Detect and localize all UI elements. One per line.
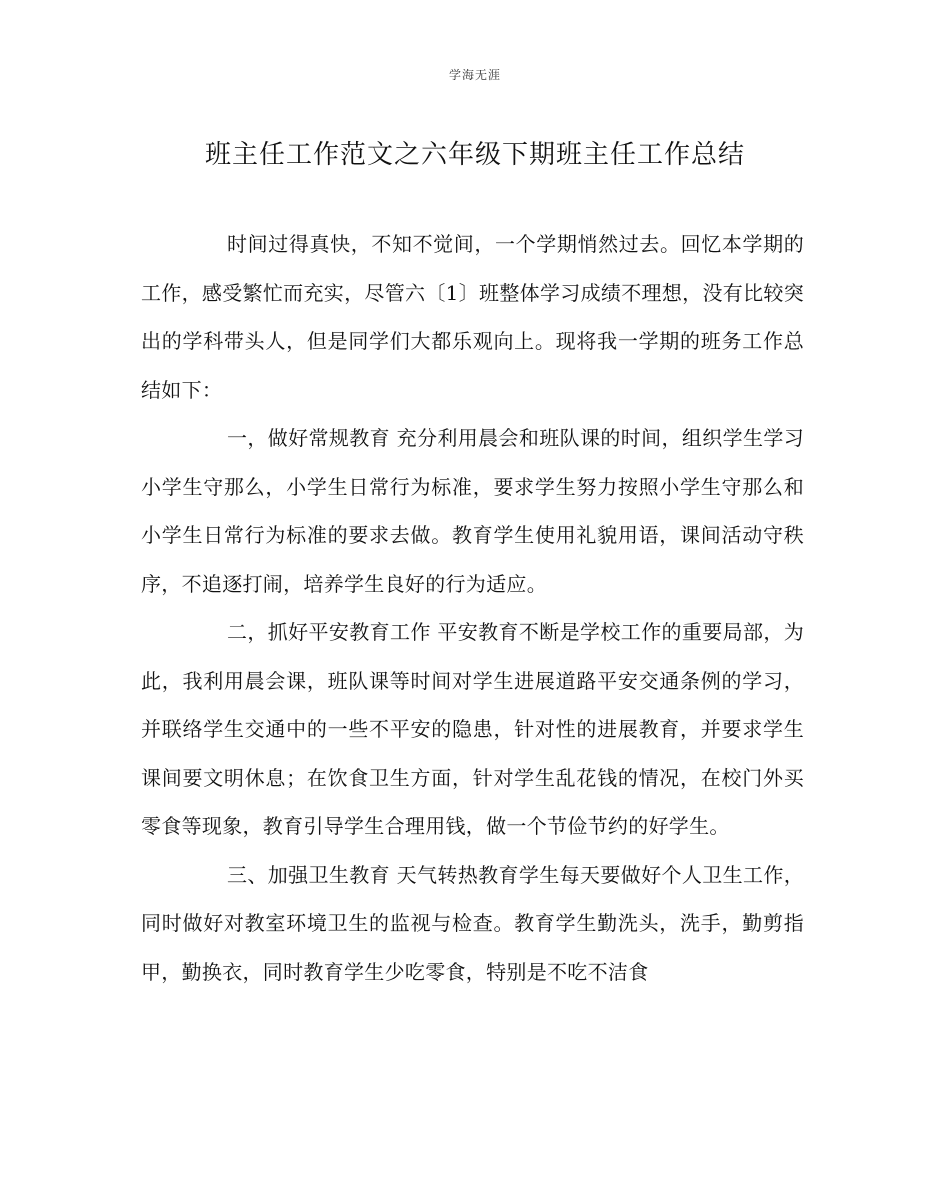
paragraph-safety-education: 二，抓好平安教育工作 平安教育不断是学校工作的重要局部，为此，我利用晨会课，班队课等时间对学生进展道路平安交通条例的学习，并联络学生交通中的一些不平安的隐患，针对性的进展教育，并要求学生课间要文明休息；在饮食卫生方面，针对学生乱花钱的情况，在校门外买零食等现象，教育引导学生合理用钱，做一个节俭节约的好学生。 (141, 620, 804, 838)
document-body (141, 220, 804, 996)
paragraph-hygiene-education: 三、加强卫生教育 天气转热教育学生每天要做好个人卫生工作，同时做好对教室环境卫生的监视与检查。教育学生勤洗头，洗手，勤剪指甲，勤换衣，同时教育学生少吃零食，特别是不吃不洁食 (141, 862, 804, 984)
page-header: 学海无涯 (448, 68, 501, 82)
paragraph-intro: 时间过得真快，不知不觉间，一个学期悄然过去。回忆本学期的工作，感受繁忙而充实，尽管六〔1〕班整体学习成绩不理想，没有比较突出的学科带头人，但是同学们大都乐观向上。现将我一学期的班务工作总结如下： (141, 232, 804, 402)
paragraph-routine-education: 一，做好常规教育 充分利用晨会和班队课的时间，组织学生学习小学生守那么，小学生日常行为标准，要求学生努力按照小学生守那么和小学生日常行为标准的要求去做。教育学生使用礼貌用语，课间活动守秩序，不追逐打闹，培养学生良好的行为适应。 (141, 426, 804, 596)
document-title: 班主任工作范文之六年级下期班主任工作总结 (204, 140, 745, 170)
